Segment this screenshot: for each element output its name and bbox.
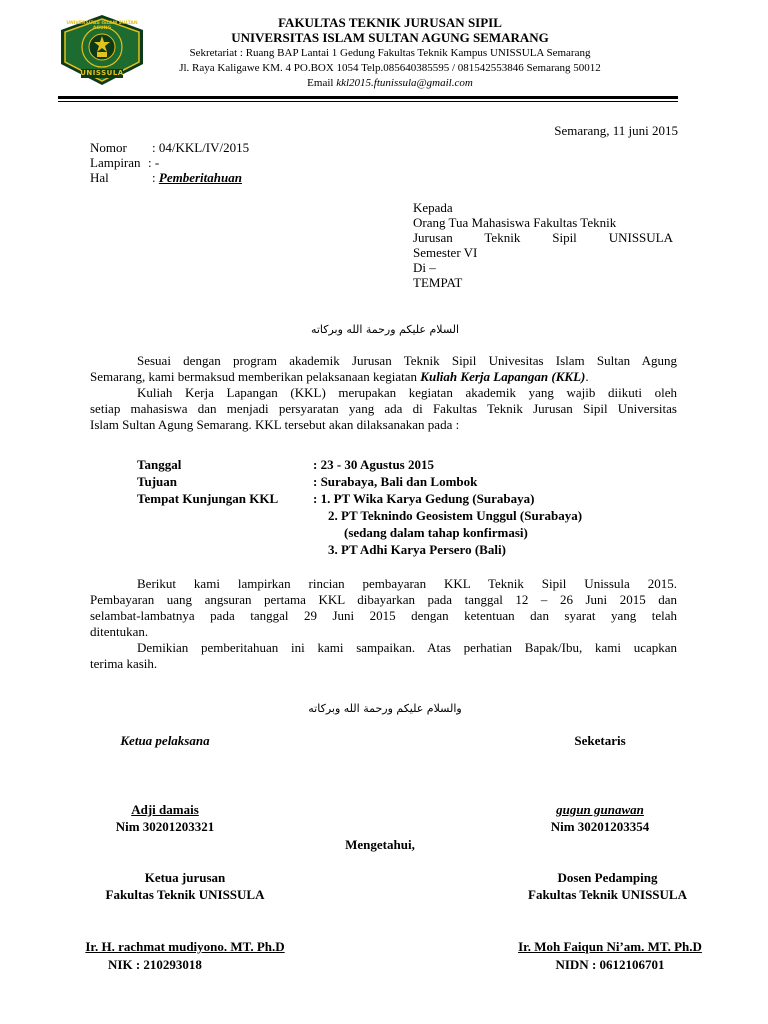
tujuan-value: : Surabaya, Bali dan Lombok: [313, 474, 478, 489]
sig-right2-id: NIDN : 0612106701: [555, 957, 665, 972]
recipient-line-3: Jurusan Teknik Sipil UNISSULA: [413, 230, 673, 245]
logo-ring-text: UNIVERSITAS ISLAM SULTAN AGUNG: [66, 21, 138, 31]
greeting-open: السلام عليكم ورحمة الله وبركاته: [310, 323, 460, 336]
hal-label: Hal: [90, 170, 109, 185]
kkl-emphasis: Kuliah Kerja Lapangan (KKL): [420, 369, 586, 384]
sig-left2-name: Ir. H. rachmat mudiyono. MT. Ph.D: [85, 939, 285, 954]
recipient-line-5: Di –: [413, 260, 436, 275]
tujuan-label: Tujuan: [137, 474, 177, 489]
p1-line-2: Semarang, kami bermaksud memberikan pelaksanaan kegiatan Kuliah Kerja Lapangan (KKL).: [90, 369, 589, 384]
hal-line: [152, 170, 242, 186]
sig-left-role: Ketua pelaksana: [120, 733, 210, 748]
greeting-close: والسلام عليكم ورحمة الله وبركاته: [308, 702, 462, 715]
sig-left-name: Adji damais: [131, 802, 199, 817]
letter-date: Semarang, 11 juni 2015: [554, 123, 678, 138]
email-address: kkl2015.ftunissula@gmail.com: [336, 77, 473, 89]
sig-right2-role: Dosen Pedamping: [557, 870, 658, 885]
header-rule-thick: [58, 96, 678, 99]
paragraph-3: [90, 576, 677, 672]
mengetahui: Mengetahui,: [345, 837, 415, 852]
sig-right-name: gugun gunawan: [556, 802, 644, 817]
sig-left2-role: Ketua jurusan: [144, 870, 226, 885]
recipient-line-4: Semester VI: [413, 245, 478, 260]
tempat-item-2: 2. PT Teknindo Geosistem Unggul (Surabaya): [328, 508, 583, 523]
p2-line-3: Islam Sultan Agung Semarang. KKL tersebut akan dilaksanakan pada :: [90, 417, 460, 432]
header-address: Jl. Raya Kaligawe KM. 4 PO.BOX 1054 Telp.085640385595 / 081542553846 Semarang 50012: [179, 62, 601, 74]
header-university: UNIVERSITAS ISLAM SULTAN AGUNG SEMARANG: [231, 30, 549, 45]
lampiran-value: : -: [148, 155, 160, 170]
university-seal-icon: [57, 14, 147, 86]
hal-colon: :: [152, 170, 159, 185]
paragraph-1: [90, 353, 677, 433]
header-secretariat: Sekretariat : Ruang BAP Lantai 1 Gedung Fakultas Teknik Kampus UNISSULA Semarang: [189, 47, 591, 59]
tempat-item-1: : 1. PT Wika Karya Gedung (Surabaya): [313, 491, 535, 506]
hal-value: Pemberitahuan: [158, 170, 242, 185]
email-label: Email: [307, 77, 337, 89]
p2-line-2: setiap mahasiswa dan menjadi persyaratan yang ada di Fakultas Teknik Jurusan Sipil Universitas: [90, 401, 677, 416]
tempat-item-2-note: (sedang dalam tahap konfirmasi): [344, 525, 528, 540]
nomor-value: : 04/KKL/IV/2015: [152, 140, 250, 155]
lampiran-label: Lampiran: [90, 155, 141, 170]
p3-line-3: selambat-lambatnya pada tanggal 29 Juni 2015 dengan ketentuan dan syarat yang telah: [90, 608, 677, 623]
sig-left-nim: Nim 30201203321: [115, 819, 215, 834]
p3-line-1: Berikut kami lampirkan rincian pembayaran KKL Teknik Sipil Unissula 2015.: [137, 576, 677, 591]
p4-line-2: terima kasih.: [90, 656, 158, 671]
recipient-line-2: Orang Tua Mahasiswa Fakultas Teknik: [413, 215, 617, 230]
tempat-item-3: 3. PT Adhi Karya Persero (Bali): [328, 542, 506, 557]
sig-right2-name: Ir. Moh Faiqun Ni’am. MT. Ph.D: [518, 939, 702, 954]
header-faculty: FAKULTAS TEKNIK JURUSAN SIPIL: [278, 15, 502, 30]
tempat-label: Tempat Kunjungan KKL: [137, 491, 279, 506]
sig-right-role: Seketaris: [574, 733, 626, 748]
recipient-line-6: TEMPAT: [413, 275, 463, 290]
sig-right-nim: Nim 30201203354: [550, 819, 650, 834]
sig-right2-org: Fakultas Teknik UNISSULA: [528, 887, 687, 902]
sig-left2-id: NIK : 210293018: [108, 957, 202, 972]
header-email-line: [150, 77, 630, 89]
tanggal-label: Tanggal: [137, 457, 182, 472]
logo-bottom-text: UNISSULA: [80, 69, 124, 77]
header-rule-thin: [58, 101, 678, 102]
p2-line-1: Kuliah Kerja Lapangan (KKL) merupakan kegiatan akademik yang wajib diikuti oleh: [137, 385, 677, 400]
nomor-label: Nomor: [90, 140, 127, 155]
tanggal-value: : 23 - 30 Agustus 2015: [313, 457, 434, 472]
p3-line-2: Pembayaran uang angsuran pertama KKL dibayarkan pada tanggal 12 – 26 Juni 2015 dan: [90, 592, 677, 607]
sig-left2-org: Fakultas Teknik UNISSULA: [105, 887, 265, 902]
p1-line-1: Sesuai dengan program akademik Jurusan Teknik Sipil Univesitas Islam Sultan Agung: [137, 353, 677, 368]
recipient-line-1: Kepada: [413, 200, 453, 215]
p4-line-1: Demikian pemberitahuan ini kami sampaikan. Atas perhatian Bapak/Ibu, kami ucapkan: [137, 640, 677, 655]
p3-line-4: ditentukan.: [90, 624, 149, 639]
